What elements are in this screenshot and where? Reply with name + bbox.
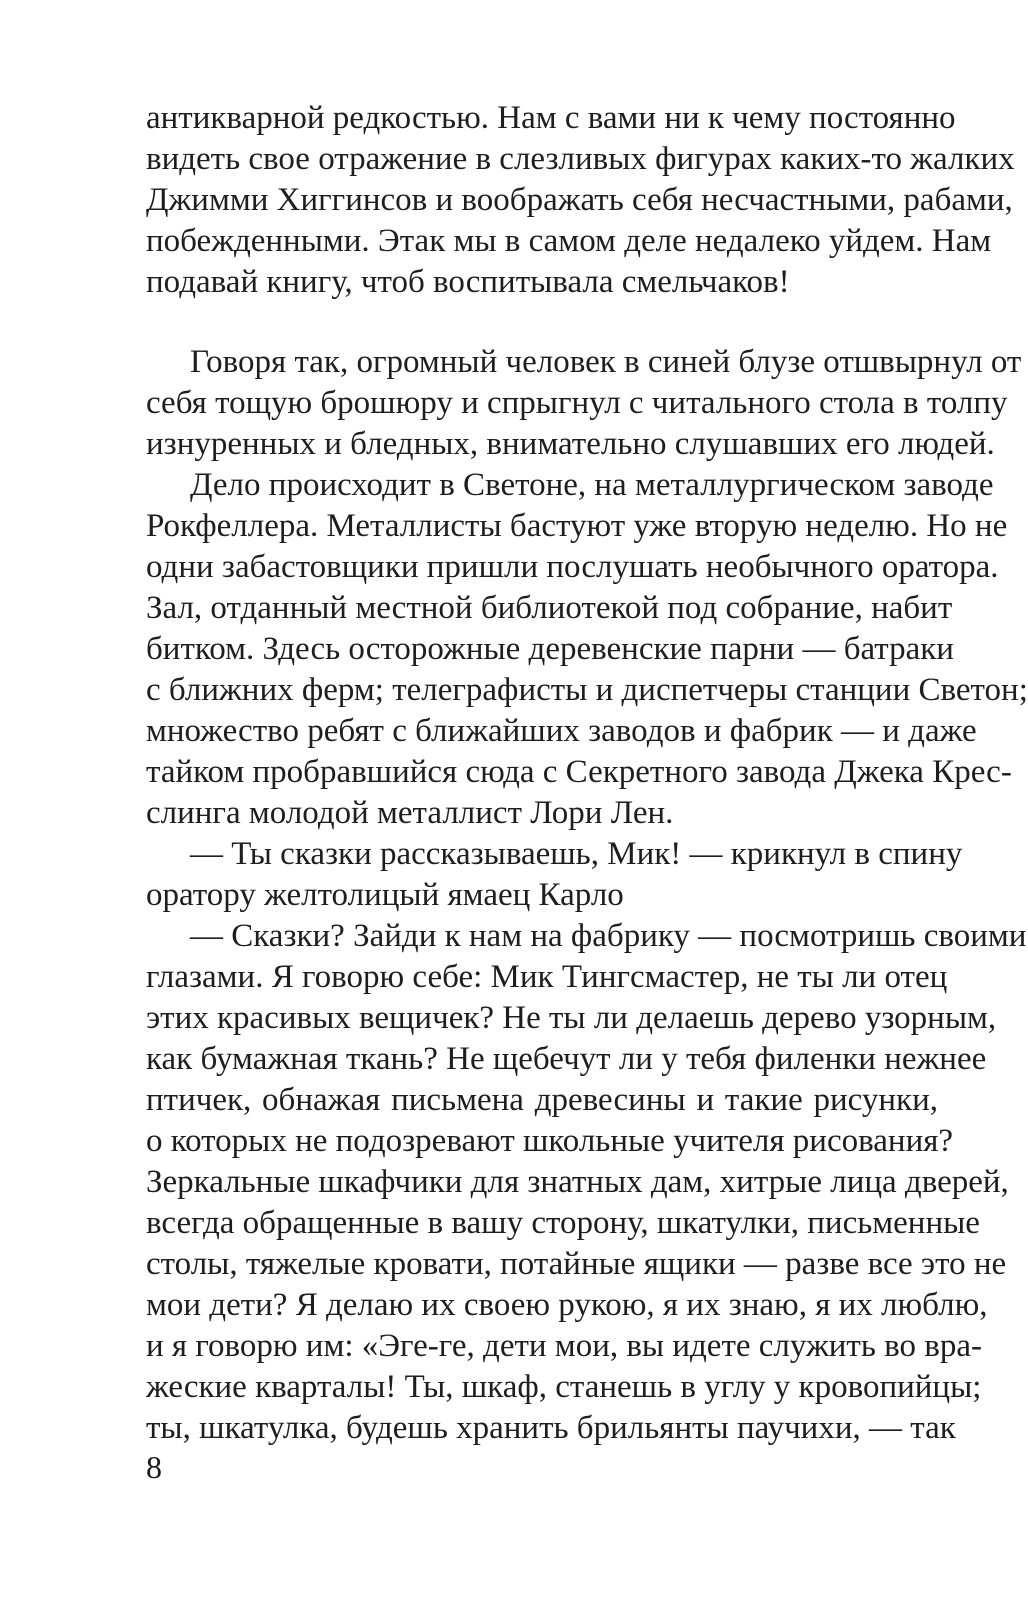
text-line: изнуренных и бледных, внимательно слушавших его людей. [146,426,995,462]
text-line: — Сказки? Зайди к нам на фабрику — посмотришь своими [190,918,1027,954]
text-line: ты, шкатулка, будешь хранить брильянты паучихи, — так [146,1410,956,1446]
text-line: Дело происходит в Светоне, на металлургическом заводе [190,467,994,503]
text-line: мои дети? Я делаю их своею рукою, я их знаю, я их люблю, [146,1287,988,1323]
text-line: столы, тяжелые кровати, потайные ящики — разве все это не [146,1246,1007,1282]
text-line: оратору желтолицый ямаец Карло [146,877,624,913]
text-line: глазами. Я говорю себе: Мик Тингсмастер, не ты ли отец [146,959,948,995]
text-line: видеть свое отражение в слезливых фигурах каких-то жалких [146,141,1015,177]
page-number: 8 [146,1449,162,1485]
text-line: как бумажная ткань? Не щебечут ли у тебя филенки нежнее [146,1041,987,1077]
text-line: с ближних ферм; телеграфисты и диспетчеры станции Светон; [146,672,1028,708]
text-line: Джимми Хиггинсов и воображать себя несчастными, рабами, [146,182,1013,218]
text-line: Говоря так, огромный человек в синей блузе отшвырнул от [190,344,1022,380]
text-line: себя тощую брошюру и спрыгнул с читального стола в толпу [146,385,1008,421]
text-line: антикварной редкостью. Нам с вами ни к чему постоянно [146,100,956,136]
text-line: этих красивых вещичек? Не ты ли делаешь дерево узорным, [146,1000,997,1036]
text-line: множество ребят с ближайших заводов и фабрик — и даже [146,713,977,749]
text-line: Зеркальные шкафчики для знатных дам, хитрые лица дверей, [146,1164,1009,1200]
text-line: о которых не подозревают школьные учителя рисования? [146,1123,954,1159]
text-line: жеские кварталы! Ты, шкаф, станешь в углу у кровопийцы; [146,1369,982,1405]
text-line: и я говорю им: «Эге-ге, дети мои, вы идете служить во вра- [146,1328,982,1364]
text-line: подавай книгу, чтоб воспитывала смельчаков! [146,264,790,300]
text-line: Рокфеллера. Металлисты бастуют уже вторую неделю. Но не [146,508,1008,544]
paragraph-continuation [146,98,1015,303]
main-text [146,342,1028,1449]
text-line: тайком пробравшийся сюда с Секретного завода Джека Крес- [146,754,1012,790]
text-line: птичек, обнажая письмена древесины и такие рисунки, [146,1082,938,1118]
text-line: Зал, отданный местной библиотекой под собрание, набит [146,590,953,626]
text-line: — Ты сказки рассказываешь, Мик! — крикнул в спину [190,836,963,872]
text-line: одни забастовщики пришли послушать необычного оратора. [146,549,999,585]
text-line: слинга молодой металлист Лори Лен. [146,795,674,831]
text-line: побежденными. Этак мы в самом деле недалеко уйдем. Нам [146,223,992,259]
text-line: битком. Здесь осторожные деревенские парни — батраки [146,631,954,667]
text-line: всегда обращенные в вашу сторону, шкатулки, письменные [146,1205,980,1241]
